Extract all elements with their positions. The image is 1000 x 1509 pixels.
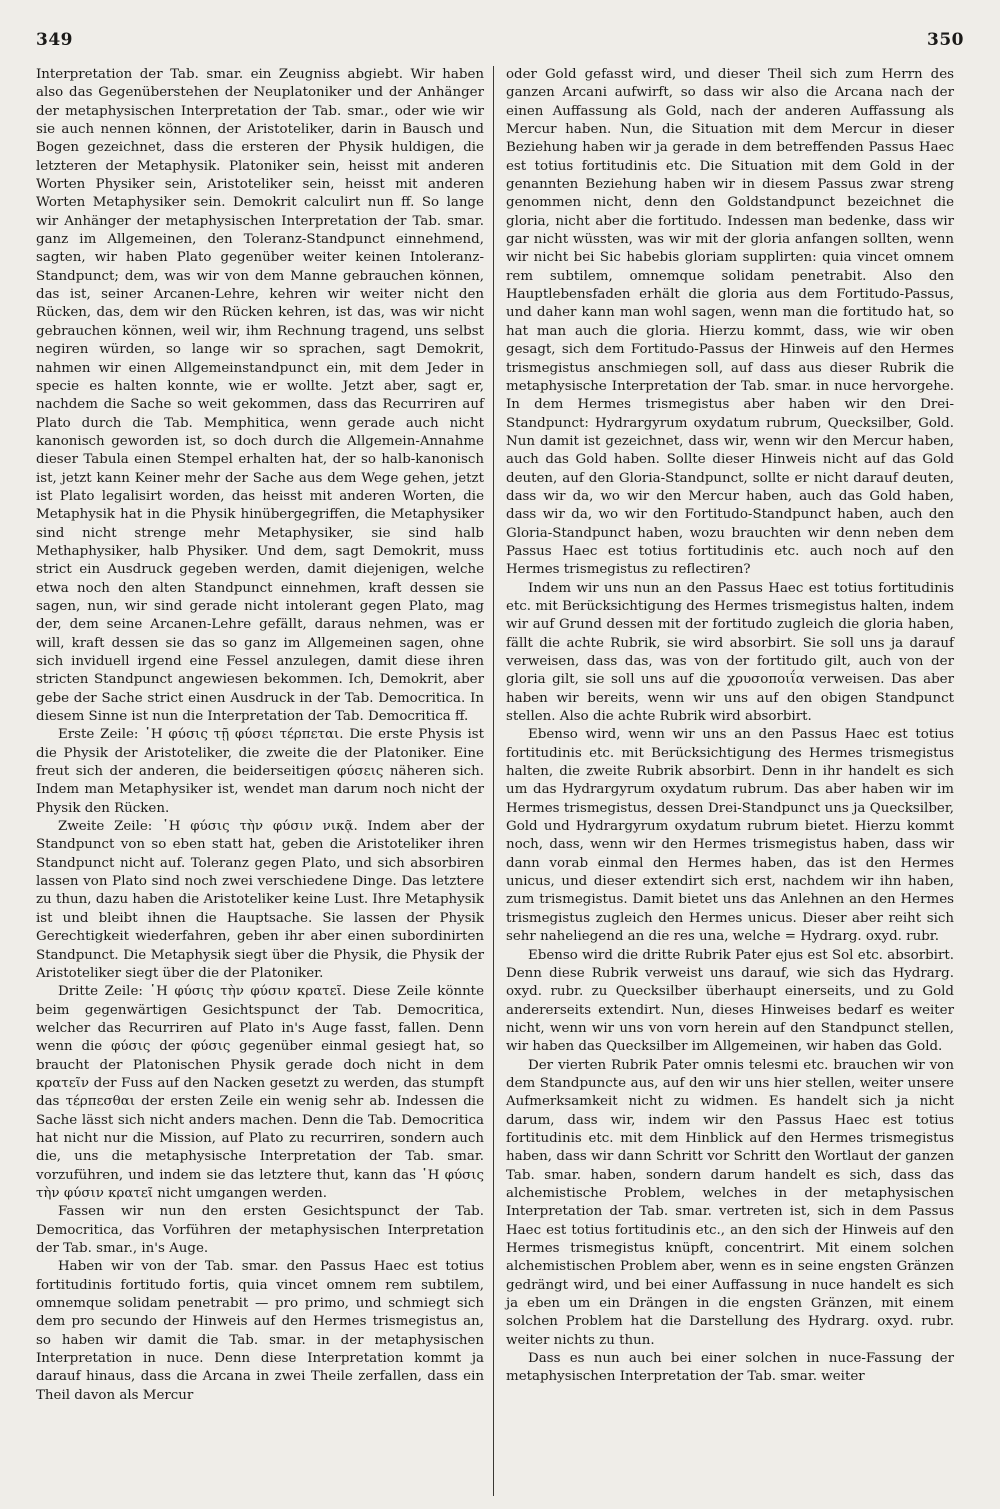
paragraph: Zweite Zeile: ῾Η φύσις τὴν φύσιν νικᾷ. Indem aber der Standpunct von so eben statt hat, geben die Aristoteliker ihren Standpunct nicht auf. Toleranz gegen Plato, und sich absorbiren lassen von Plato sind noch zwei verschiedene Dinge. Das letztere zu thun, dazu haben die Aristoteliker keine Lust. Ihre Metaphysik ist und bleibt ihnen die Hauptsache. Sie lassen der Physik Gerechtigkeit wiederfahren, geben ihr aber einen subordinirten Standpunct. Die Metaphysik siegt über die Physik, die Physik der Aristoteliker siegt über die der Platoniker. — [36, 819, 484, 981]
paragraph: Indem wir uns nun an den Passus Haec est totius fortitudinis etc. mit Berücksichtigung des Hermes trismegistus halten, indem wir auf Grund dessen mit der fortitudo zugleich die gloria haben, fällt die achte Rubrik, sie wird absorbirt. Sie soll uns ja darauf verweisen, dass das, was von der fortitudo gilt, auch von der gloria gilt, sie soll uns auf die χρυσοποιΐα verweisen. Das aber haben wir bereits, wenn wir uns auf den obigen Standpunct stellen. Also die achte Rubrik wird absorbirt. — [506, 580, 954, 725]
paragraph: Interpretation der Tab. smar. ein Zeugniss abgiebt. Wir haben also das Gegenüberstehen der Neuplatoniker und der Anhänger der metaphysischen Interpretation der Tab. smar., oder wie wir sie auch nennen können, der Aristoteliker, darin in Bausch und Bogen gezeichnet, dass die ersteren der Physik huldigen, die letzteren der Metaphysik. Platoniker sein, heisst mit anderen Worten Physiker sein, Aristoteliker sein, heisst mit anderen Worten Metaphysiker sein. Demokrit calculirt nun ff. So lange wir Anhänger der metaphysischen Interpretation der Tab. smar. ganz im Allgemeinen, den Toleranz-Standpunct einnehmend, sagten, wir haben Plato gegenüber weiter keinen Intoleranz-Standpunct; dem, was wir von dem Manne gebrauchen können, das ist, seiner Arcanen-Lehre, kehren wir weiter nicht den Rücken, das, dem wir den Rücken kehren, ist das, was wir nicht gebrauchen können, weil wir, ihm Rechnung tragend, uns selbst negiren würden, so lange wir so sprachen, sagt Demokrit, nahmen wir einen Allgemeinstandpunct ein, mit dem Jeder in specie es halten konnte, wie er wollte. Jetzt aber, sagt er, nachdem die Sache so weit gekommen, dass das Recurriren auf Plato durch die Tab. Memphitica, wenn gerade auch nicht kanonisch geworden ist, so doch durch die Allgemein-Annahme dieser Tabula einen Stempel erhalten hat, der so halb-kanonisch ist, jetzt kann Keiner mehr der Sache aus dem Wege gehen, jetzt ist Plato legalisirt worden, das heisst mit anderen Worten, die Metaphysik hat in die Physik hinübergegriffen, die Metaphysiker sind nicht strenge mehr Metaphysiker, sie sind halb Methaphysiker, halb Physiker. Und dem, sagt Demokrit, muss strict ein Ausdruck gegeben werden, damit diejenigen, welche etwa noch den alten Standpunct einnehmen, kraft dessen sie sagen, nun, wir sind gerade nicht intolerant gegen Plato, mag der, dem seine Arcanen-Lehre gefällt, daraus nehmen, was er will, kraft dessen sie das so ganz im Allgemeinen sagen, ohne sich inviduell irgend eine Fessel anzulegen, damit diese ihren stricten Standpunct angewiesen bekommen. Ich, Demokrit, aber gebe der Sache strict einen Ausdruck in der Tab. Democritica. In diesem Sinne ist nun die Interpretation der Tab. Democritica ff. — [36, 67, 484, 725]
paragraph: Dritte Zeile: ῾Η φύσις τὴν φύσιν κρατεῖ. Diese Zeile könnte beim gegenwärtigen Gesichtspunct der Tab. Democritica, welcher das Recurriren auf Plato in's Auge fasst, fallen. Denn wenn die φύσις der φύσις gegenüber einmal gesiegt hat, so braucht der Platonischen Physik gerade doch nicht in dem κρατεῖν der Fuss auf den Nacken gesetzt zu werden, das stumpft das τέρπεσθαι der ersten Zeile ein wenig sehr ab. Indessen die Sache lässt sich nicht anders machen. Denn die Tab. Democritica hat nicht nur die Mission, auf Plato zu recurriren, sondern auch die, uns die metaphysische Interpretation der Tab. smar. vorzuführen, und indem sie das letztere thut, kann das ῾Η φύσις τὴν φύσιν κρατεῖ nicht umgangen werden. — [36, 984, 484, 1201]
paragraph: Fassen wir nun den ersten Gesichtspunct der Tab. Democritica, das Vorführen der metaphysischen Interpretation der Tab. smar., in's Auge. — [36, 1204, 484, 1256]
left-text-column — [36, 66, 484, 1405]
paragraph: Ebenso wird die dritte Rubrik Pater ejus est Sol etc. absorbirt. Denn diese Rubrik verweist uns darauf, wie sich das Hydrarg. oxyd. rubr. zu Quecksilber überhaupt einerseits, und zu Gold andererseits extendirt. Nun, dieses Hinweises bedarf es weiter nicht, wenn wir uns von vorn herein auf den Standpunct stellen, wir haben das Quecksilber im Allgemeinen, wir haben das Gold. — [506, 947, 954, 1055]
paragraph: Ebenso wird, wenn wir uns an den Passus Haec est totius fortitudinis etc. mit Berücksichtigung des Hermes trismegistus halten, die zweite Rubrik absorbirt. Denn in ihr handelt es sich um das Hydrargyrum oxydatum rubrum. Das aber haben wir im Hermes trismegistus, dessen Drei-Standpunct uns ja Quecksilber, Gold und Hydrargyrum oxydatum rubrum bietet. Hierzu kommt noch, dass, wenn wir den Hermes trismegistus haben, dass wir dann vorab einmal den Hermes haben, das ist den Hermes unicus, und dieser extendirt sich erst, nachdem wir ihn haben, zum trismegistus. Damit bietet uns das Anlehnen an den Hermes trismegistus zugleich den Hermes unicus. Dieser aber reiht sich sehr naheliegend an die res una, welche = Hydrarg. oxyd. rubr. — [506, 727, 954, 945]
paragraph: oder Gold gefasst wird, und dieser Theil sich zum Herrn des ganzen Arcani aufwirft, so dass wir also die Arcana nach der einen Auffassung als Gold, nach der anderen Auffassung als Mercur haben. Nun, die Situation mit dem Mercur in dieser Beziehung haben wir ja gerade in dem betreffenden Passus Haec est totius fortitudinis etc. Die Situation mit dem Gold in der genannten Beziehung haben wir in diesem Passus zwar streng genommen nicht, denn den Goldstandpunct bezeichnet die gloria, nicht aber die fortitudo. Indessen man bedenke, dass wir gar nicht wüssten, was wir mit der gloria anfangen sollten, wenn wir nicht bei Sic habebis gloriam supplirten: quia vincet omnem rem subtilem, omnemque solidam penetrabit. Also den Hauptlebensfaden erhält die gloria aus dem Fortitudo-Passus, und daher kann man wohl sagen, wenn man die fortitudo hat, so hat man auch die gloria. Hierzu kommt, dass, wie wir oben gesagt, sich dem Fortitudo-Passus der Hinweis auf den Hermes trismegistus anschmiegen soll, auf dass aus dieser Rubrik die metaphysische Interpretation der Tab. smar. in nuce hervorgehe. In dem Hermes trismegistus aber haben wir den Drei-Standpunct: Hydrargyrum oxydatum rubrum, Quecksilber, Gold. Nun damit ist gezeichnet, dass wir, wenn wir den Mercur haben, auch das Gold haben. Sollte dieser Hinweis nicht auf das Gold deuten, auf den Gloria-Standpunct, sollte er nicht darauf deuten, dass wir da, wo wir den Mercur haben, auch das Gold haben, dass wir da, wo wir den Fortitudo-Standpunct haben, auch den Gloria-Standpunct haben, wozu brauchten wir denn neben dem Passus Haec est totius fortitudinis etc. auch noch auf den Hermes trismegistus zu reflectiren? — [506, 67, 954, 578]
paragraph: Der vierten Rubrik Pater omnis telesmi etc. brauchen wir von dem Standpuncte aus, auf den wir uns hier stellen, weiter unsere Aufmerksamkeit nicht zu widmen. Es handelt sich ja nicht darum, dass wir, indem wir den Passus Haec est totius fortitudinis etc. mit dem Hinblick auf den Hermes trismegistus haben, dass wir dann Schritt vor Schritt den Wortlaut der ganzen Tab. smar. haben, sondern darum handelt es sich, dass das alchemistische Problem, welches in der metaphysischen Interpretation der Tab. smar. vertreten ist, sich in dem Passus Haec est totius fortitudinis etc., an den sich der Hinweis auf den Hermes trismegistus knüpft, concentrirt. Mit einem solchen alchemistischen Problem aber, wenn es in seine engsten Gränzen gedrängt wird, und bei einer Auffassung in nuce handelt es sich ja eben um ein Drängen in die engsten Gränzen, mit einem solchen Problem hat die Darstellung des Hydrarg. oxyd. rubr. weiter nichts zu thun. — [506, 1057, 954, 1348]
paragraph: Erste Zeile: ῾Η φύσις τῇ φύσει τέρπεται. Die erste Physis ist die Physik der Aristoteliker, die zweite die der Platoniker. Eine freut sich der anderen, die beiderseitigen φύσεις näheren sich. Indem man Metaphysiker ist, wendet man darum noch nicht der Physik den Rücken. — [36, 727, 484, 816]
right-text-column — [506, 66, 954, 1387]
page-number-left: 349 — [36, 30, 73, 50]
column-divider — [493, 66, 494, 1496]
page-number-right: 350 — [927, 30, 964, 50]
paragraph: Haben wir von der Tab. smar. den Passus Haec est totius fortitudinis fortitudo fortis, quia vincet omnem rem subtilem, omnemque solidam penetrabit — pro primo, und schmiegt sich dem pro secundo der Hinweis auf den Hermes trismegistus an, so haben wir damit die Tab. smar. in der metaphysischen Interpretation in nuce. Denn diese Interpretation kommt ja darauf hinaus, dass die Arcana in zwei Theile zerfallen, dass ein Theil davon als Mercur — [36, 1259, 484, 1403]
paragraph: Dass es nun auch bei einer solchen in nuce-Fassung der metaphysischen Interpretation der Tab. smar. weiter — [506, 1351, 954, 1385]
